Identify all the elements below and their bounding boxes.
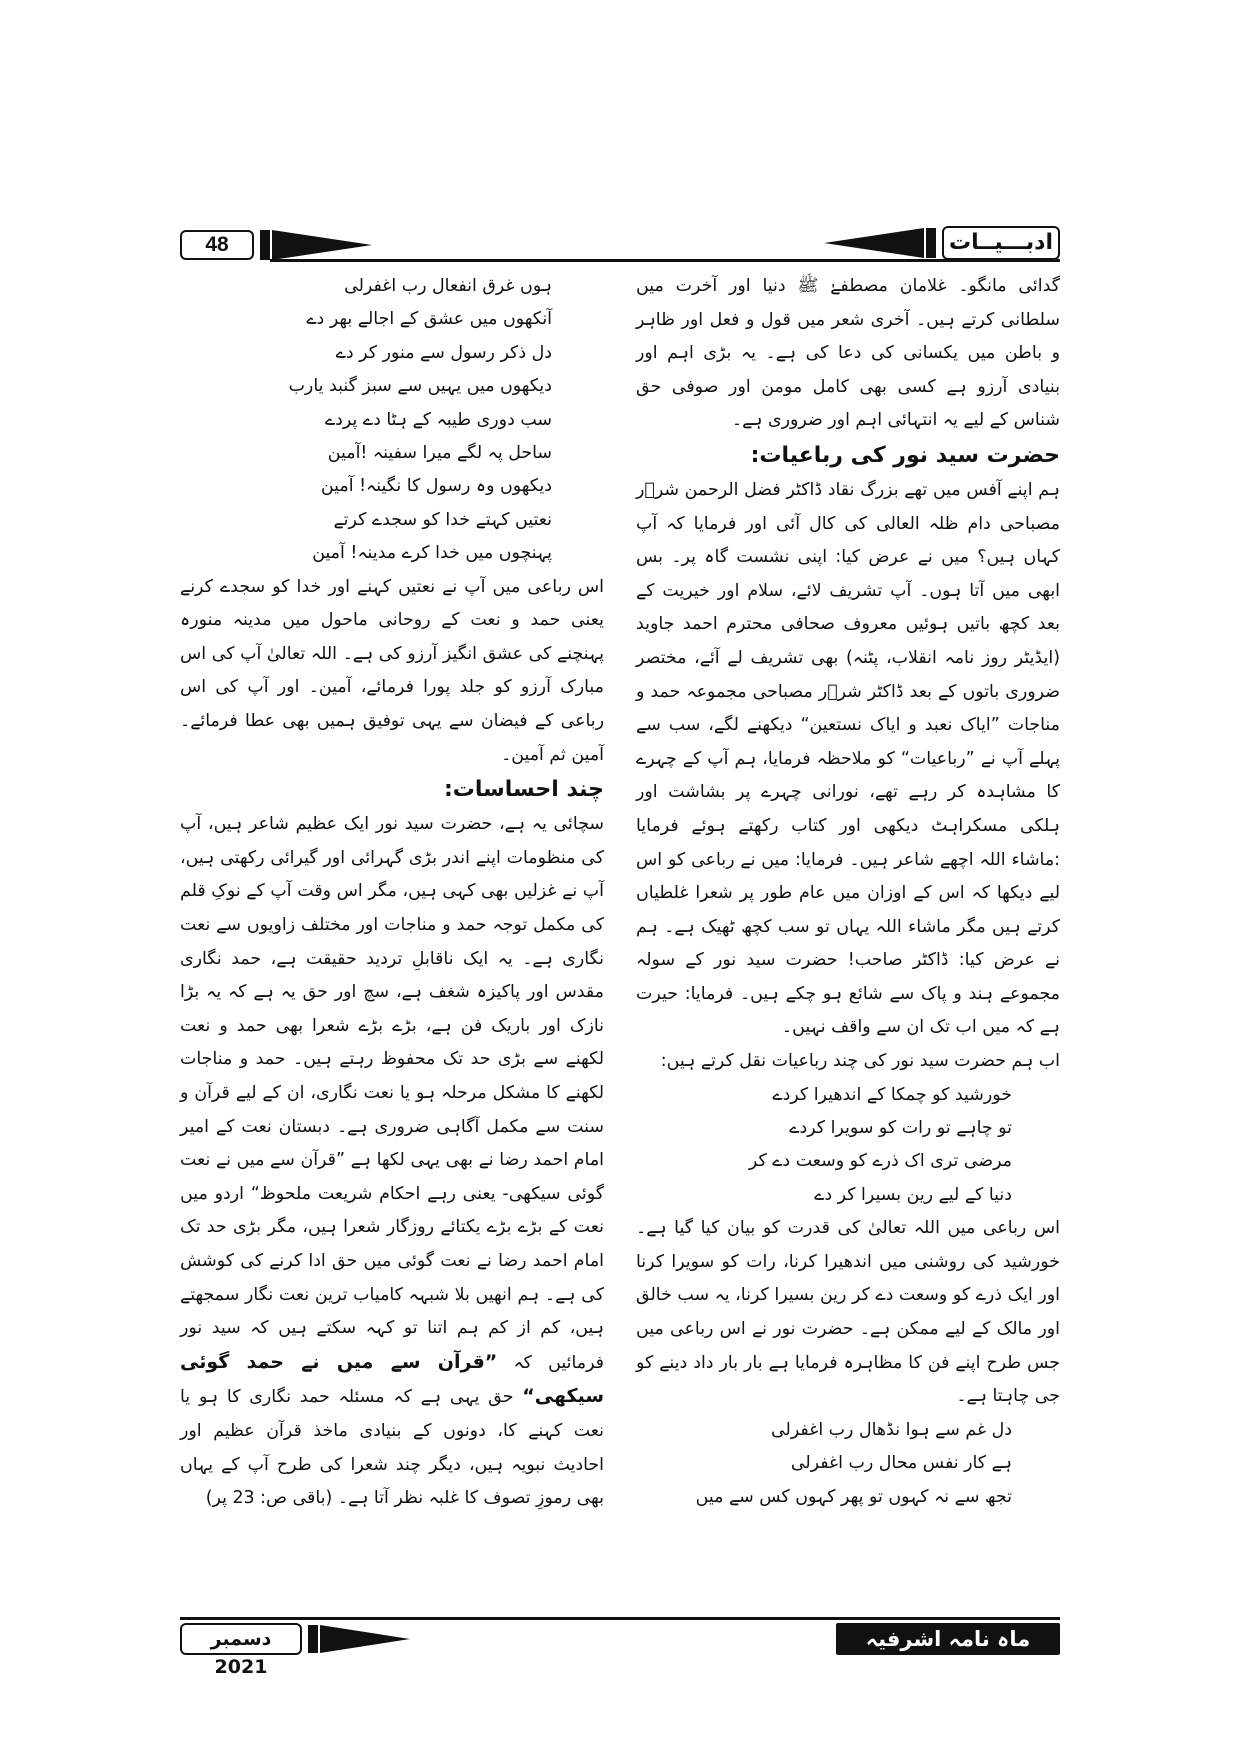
paragraph [180, 808, 604, 1515]
footer-rule [180, 1617, 1060, 1620]
header-wedge-right [824, 228, 924, 258]
verse-line: خورشید کو چمکا کے اندھیرا کردے [772, 1084, 1012, 1105]
paragraph: اس رباعی میں آپ نے نعتیں کہنے اور خدا کو سجدے کرنے یعنی حمد و نعت کے روحانی ماحول میں مدینہ منورہ پہنچنے کی عشق انگیز آرزو کی ہے۔ اللہ تعالیٰ آپ کی اس مبارک آرزو کو جلد پورا فرمائے، آمین۔ اور آپ کی اس رباعی کے فیضان سے یہی توفیق ہمیں بھی عطا فرمائے۔ آمین ثم آمین۔ [180, 576, 604, 765]
verse-line: مرضی تری اک ذرے کو وسعت دے کر [748, 1151, 1012, 1172]
header-bar-right [926, 228, 936, 258]
page-header [180, 226, 1060, 262]
verse-line: تو چاہے تو رات کو سویرا کردے [789, 1118, 1012, 1139]
page-footer [180, 1617, 1060, 1678]
paragraph: اس رباعی میں اللہ تعالیٰ کی قدرت کو بیان کیا گیا ہے۔ خورشید کی روشنی میں اندھیرا کرنا، رات کو سویرا کرنا اور ایک ذرے کو وسعت دے کر رین بسیرا کرنا، یہ سب خالق اور مالک کے لیے ممکن ہے۔ حضرت نور نے اس رباعی میں جس طرح اپنے فن کا مظاہرہ فرمایا ہے بار بار داد دینے کو جی چاہتا ہے۔ [636, 1218, 1060, 1407]
section-title: ادبـــیــات [942, 226, 1060, 260]
section-heading: حضرت سید نور کی رباعیات: [750, 442, 1060, 468]
paragraph-text: سچائی یہ ہے، حضرت سید نور ایک عظیم شاعر ہیں، آپ کی منظومات اپنے اندر بڑی گہرائی اور گیرائی رکھتی ہیں، آپ نے غزلیں بھی کہی ہیں، مگر اس وقت آپ کے نوکِ قلم کی مکمل توجہ حمد و مناجات اور مختلف زاویوں سے نعت نگاری ہے۔ یہ ایک ناقابلِ تردید حقیقت ہے، حمد نگاری مقدس اور پاکیزہ شغف ہے، سچ اور حق یہ ہے کہ یہ بڑا نازک اور باریک فن ہے، بڑے بڑے شعرا بھی حمد و نعت لکھنے سے بڑی حد تک محفوظ رہتے ہیں۔ حمد و مناجات لکھنے کا مشکل مرحلہ ہو یا نعت نگاری، ان کے لیے قرآن و سنت سے مکمل آگاہی ضروری ہے۔ دبستان نعت کے امیر امام احمد رضا نے بھی یہی لکھا ہے ”قرآن سے میں نے نعت گوئی سیکھی- یعنی رہے احکام شریعت ملحوظ“ اردو میں نعت کے بڑے بڑے یکتائے روزگار شعرا ہیں، مگر بڑی حد تک امام احمد رضا نے نعت گوئی میں حق ادا کرنے کی کوشش کی ہے۔ ہم انھیں بلا شبہہ کامیاب ترین نعت نگار سمجھتے ہیں، کم از کم ہم اتنا تو کہہ سکتے ہیں کہ سید نور فرمائیں کہ [180, 814, 604, 1373]
verse-line: دیکھوں وہ رسول کا نگینہ! آمین [320, 476, 552, 497]
verse-line: ہوں غرق انفعال رب اغفرلی [344, 276, 552, 296]
verse-line: دل ذکر رسول سے منور کر دے [335, 342, 552, 363]
rubai-verse [180, 270, 604, 571]
page-number: 48 [180, 230, 254, 260]
footer-wedge-left [320, 1625, 410, 1653]
rubai-verse [636, 1414, 1060, 1514]
verse-line: آنکھوں میں عشق کے اجالے بھر دے [306, 309, 552, 330]
verse-line: تجھ سے نہ کہوں تو پھر کہوں کس سے میں [695, 1486, 1012, 1507]
header-rule [270, 259, 1060, 262]
emphasized-quote: ”قرآن سے میں نے حمد گوئی سیکھی“ [180, 1350, 605, 1408]
verse-line: نعتیں کہتے خدا کو سجدے کرتے [333, 509, 552, 530]
verse-line: دنیا کے لیے رین بسیرا کر دے [814, 1184, 1012, 1205]
paragraph-text: حق یہی ہے کہ مسئلہ حمد نگاری کا ہو یا نعت کہنے کا، دونوں کے بنیادی ماخذ قرآن عظیم اور احادیث نبویہ ہیں، دیگر چند شعرا کی طرح آپ کے یہاں بھی رموزِ تصوف کا غلبہ نظر آتا ہے۔ (باقی ص: 23 پر) [180, 1387, 604, 1509]
rubai-verse [636, 1079, 1060, 1213]
verse-line: ہے کار نفس محال رب اغفرلی [790, 1453, 1012, 1474]
header-wedge-left [272, 230, 372, 260]
issue-date: دسمبر 2021 [180, 1623, 302, 1655]
header-bar-left [260, 230, 270, 260]
right-column [636, 270, 1060, 1514]
paragraph: اب ہم حضرت سید نور کی چند رباعیات نقل کرتے ہیں: [660, 1051, 1060, 1072]
paragraph: ہم اپنے آفس میں تھے بزرگ نقاد ڈاکٹر فضل الرحمن شرؔر مصباحی دام ظلہ العالی کی کال آئی اور فرمایا کہ آپ کہاں ہیں؟ میں نے عرض کیا: اپنی نشست گاہ پر۔ بس ابھی میں آتا ہوں۔ آپ تشریف لائے، سلام اور خیریت کے بعد کچھ باتیں ہوئیں معروف صحافی محترم احمد جاوید (ایڈیٹر روز نامہ انقلاب، پٹنہ) بھی تشریف لے آئے، مختصر ضروری باتوں کے بعد ڈاکٹر شرؔر مصباحی مجموعہ حمد و مناجات ”ایاک نعبد و ایاک نستعین“ دیکھنے لگے، سب سے پہلے آپ نے ”رباعیات“ کو ملاحظہ فرمایا، ہم آپ کے چہرے کا مشاہدہ کر رہے تھے، نورانی چہرے پر بشاشت اور ہلکی مسکراہٹ دیکھی اور کتاب رکھتے ہوئے فرمایا :ماشاء اللہ اچھے شاعر ہیں۔ فرمایا: میں نے رباعی کو اس لیے دیکھا کہ اس کے اوزان میں عام طور پر شعرا غلطیاں کرتے ہیں مگر ماشاء اللہ یہاں تو سب کچھ ٹھیک ہے۔ ہم نے عرض کیا: ڈاکٹر صاحب! حضرت سید نور کے سولہ مجموعے ہند و پاک سے شائع ہو چکے ہیں۔ فرمایا: حیرت ہے کہ میں اب تک ان سے واقف نہیں۔ [636, 479, 1060, 1038]
paragraph: گدائی مانگو۔ غلامان مصطفےٰ ﷺ دنیا اور آخرت میں سلطانی کرتے ہیں۔ آخری شعر میں قول و فعل اور ظاہر و باطن میں یکسانی کی دعا کی ہے۔ یہ بڑی اہم اور بنیادی آرزو ہے کسی بھی کامل مومن اور صوفی حق شناس کے لیے یہ انتہائی اہم اور ضروری ہے۔ [636, 276, 1060, 431]
footer-bar-left [308, 1625, 318, 1653]
magazine-name: ماہ نامہ اشرفیہ [836, 1623, 1060, 1655]
verse-line: سب دوری طیبہ کے ہٹا دے پردے [324, 409, 552, 430]
section-heading: چند احساسات: [443, 777, 604, 803]
verse-line: دل غم سے ہوا نڈھال رب اغفرلی [771, 1419, 1012, 1440]
verse-line: دیکھوں میں یہیں سے سبز گنبد یارب [288, 376, 552, 397]
verse-line: ساحل پہ لگے میرا سفینہ !آمین [327, 443, 552, 464]
verse-line: پہنچوں میں خدا کرے مدینہ! آمین [312, 543, 552, 564]
left-column [180, 270, 604, 1516]
